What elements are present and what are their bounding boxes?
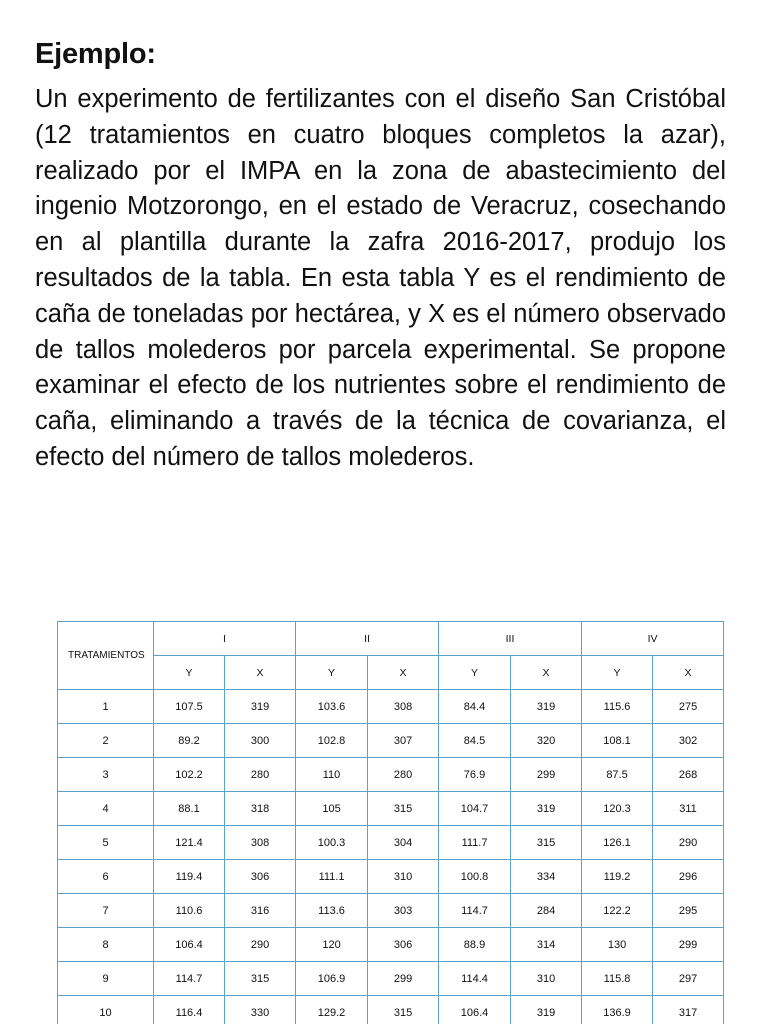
value-cell: 315 xyxy=(368,792,439,826)
value-cell: 315 xyxy=(225,962,296,996)
value-cell: 126.1 xyxy=(582,826,653,860)
value-cell: 110 xyxy=(296,758,368,792)
value-cell: 107.5 xyxy=(154,690,225,724)
value-cell: 318 xyxy=(225,792,296,826)
value-cell: 308 xyxy=(368,690,439,724)
value-cell: 114.4 xyxy=(439,962,511,996)
sub-header-y: Y xyxy=(439,656,511,690)
sub-header-x: X xyxy=(225,656,296,690)
value-cell: 88.9 xyxy=(439,928,511,962)
value-cell: 120.3 xyxy=(582,792,653,826)
value-cell: 114.7 xyxy=(439,894,511,928)
table-row xyxy=(58,928,724,962)
value-cell: 102.8 xyxy=(296,724,368,758)
value-cell: 105 xyxy=(296,792,368,826)
value-cell: 295 xyxy=(653,894,724,928)
sub-header-x: X xyxy=(511,656,582,690)
value-cell: 104.7 xyxy=(439,792,511,826)
block-header-2: II xyxy=(296,622,439,656)
value-cell: 284 xyxy=(511,894,582,928)
value-cell: 314 xyxy=(511,928,582,962)
value-cell: 296 xyxy=(653,860,724,894)
sub-header-x: X xyxy=(653,656,724,690)
value-cell: 119.4 xyxy=(154,860,225,894)
treatment-cell: 7 xyxy=(58,894,154,928)
value-cell: 106.4 xyxy=(439,996,511,1024)
value-cell: 334 xyxy=(511,860,582,894)
value-cell: 319 xyxy=(511,690,582,724)
value-cell: 306 xyxy=(368,928,439,962)
value-cell: 307 xyxy=(368,724,439,758)
value-cell: 87.5 xyxy=(582,758,653,792)
table-row xyxy=(58,826,724,860)
treatment-cell: 5 xyxy=(58,826,154,860)
treatment-cell: 9 xyxy=(58,962,154,996)
value-cell: 302 xyxy=(653,724,724,758)
value-cell: 320 xyxy=(511,724,582,758)
value-cell: 299 xyxy=(653,928,724,962)
treatment-header: TRATAMIENTOS xyxy=(58,622,154,690)
value-cell: 300 xyxy=(225,724,296,758)
value-cell: 290 xyxy=(225,928,296,962)
value-cell: 120 xyxy=(296,928,368,962)
value-cell: 121.4 xyxy=(154,826,225,860)
treatment-cell: 2 xyxy=(58,724,154,758)
table-row xyxy=(58,996,724,1024)
treatment-cell: 10 xyxy=(58,996,154,1024)
table-row xyxy=(58,860,724,894)
results-table xyxy=(57,621,724,1024)
block-header-3: III xyxy=(439,622,582,656)
value-cell: 108.1 xyxy=(582,724,653,758)
table-row xyxy=(58,792,724,826)
value-cell: 103.6 xyxy=(296,690,368,724)
value-cell: 114.7 xyxy=(154,962,225,996)
value-cell: 111.7 xyxy=(439,826,511,860)
value-cell: 280 xyxy=(225,758,296,792)
treatment-cell: 3 xyxy=(58,758,154,792)
value-cell: 315 xyxy=(368,996,439,1024)
value-cell: 106.9 xyxy=(296,962,368,996)
table-row xyxy=(58,724,724,758)
value-cell: 290 xyxy=(653,826,724,860)
value-cell: 89.2 xyxy=(154,724,225,758)
value-cell: 115.6 xyxy=(582,690,653,724)
value-cell: 100.8 xyxy=(439,860,511,894)
value-cell: 110.6 xyxy=(154,894,225,928)
value-cell: 299 xyxy=(368,962,439,996)
value-cell: 136.9 xyxy=(582,996,653,1024)
value-cell: 119.2 xyxy=(582,860,653,894)
treatment-cell: 1 xyxy=(58,690,154,724)
block-header-1: I xyxy=(154,622,296,656)
value-cell: 116.4 xyxy=(154,996,225,1024)
value-cell: 304 xyxy=(368,826,439,860)
treatment-cell: 4 xyxy=(58,792,154,826)
value-cell: 115.8 xyxy=(582,962,653,996)
value-cell: 299 xyxy=(511,758,582,792)
sub-header-y: Y xyxy=(582,656,653,690)
value-cell: 129.2 xyxy=(296,996,368,1024)
sub-header-y: Y xyxy=(296,656,368,690)
value-cell: 311 xyxy=(653,792,724,826)
value-cell: 306 xyxy=(225,860,296,894)
table-row xyxy=(58,962,724,996)
value-cell: 111.1 xyxy=(296,860,368,894)
results-table-container xyxy=(57,621,723,1024)
value-cell: 310 xyxy=(368,860,439,894)
value-cell: 315 xyxy=(511,826,582,860)
value-cell: 106.4 xyxy=(154,928,225,962)
table-row xyxy=(58,758,724,792)
value-cell: 303 xyxy=(368,894,439,928)
value-cell: 122.2 xyxy=(582,894,653,928)
table-header-row-variables xyxy=(58,656,724,690)
value-cell: 330 xyxy=(225,996,296,1024)
value-cell: 297 xyxy=(653,962,724,996)
value-cell: 310 xyxy=(511,962,582,996)
value-cell: 88.1 xyxy=(154,792,225,826)
value-cell: 275 xyxy=(653,690,724,724)
value-cell: 268 xyxy=(653,758,724,792)
value-cell: 280 xyxy=(368,758,439,792)
value-cell: 102.2 xyxy=(154,758,225,792)
value-cell: 317 xyxy=(653,996,724,1024)
value-cell: 76.9 xyxy=(439,758,511,792)
value-cell: 319 xyxy=(511,996,582,1024)
block-header-4: IV xyxy=(582,622,724,656)
value-cell: 319 xyxy=(511,792,582,826)
value-cell: 130 xyxy=(582,928,653,962)
treatment-cell: 6 xyxy=(58,860,154,894)
treatment-cell: 8 xyxy=(58,928,154,962)
body-paragraph: Un experimento de fertilizantes con el diseño San Cristóbal (12 tratamientos en cuatro bloques completos la azar), realizado por el IMPA en la zona de abastecimiento del ingenio Motzorongo, en el estado de Veracruz, cosechando en al plantilla durante la zafra 2016-2017, produjo los resultados de la tabla. En esta tabla Y es el rendimiento de caña de toneladas por hectárea, y X es el número observado de tallos molederos por parcela experimental. Se propone examinar el efecto de los nutrientes sobre el rendimiento de caña, eliminando a través de la técnica de covarianza, el efecto del número de tallos molederos. xyxy=(35,85,726,471)
table-header-row-blocks xyxy=(58,622,724,656)
value-cell: 100.3 xyxy=(296,826,368,860)
sub-header-y: Y xyxy=(154,656,225,690)
heading: Ejemplo: xyxy=(35,38,156,70)
value-cell: 113.6 xyxy=(296,894,368,928)
table-row xyxy=(58,690,724,724)
value-cell: 84.5 xyxy=(439,724,511,758)
value-cell: 316 xyxy=(225,894,296,928)
sub-header-x: X xyxy=(368,656,439,690)
table-row xyxy=(58,894,724,928)
value-cell: 308 xyxy=(225,826,296,860)
value-cell: 84.4 xyxy=(439,690,511,724)
value-cell: 319 xyxy=(225,690,296,724)
